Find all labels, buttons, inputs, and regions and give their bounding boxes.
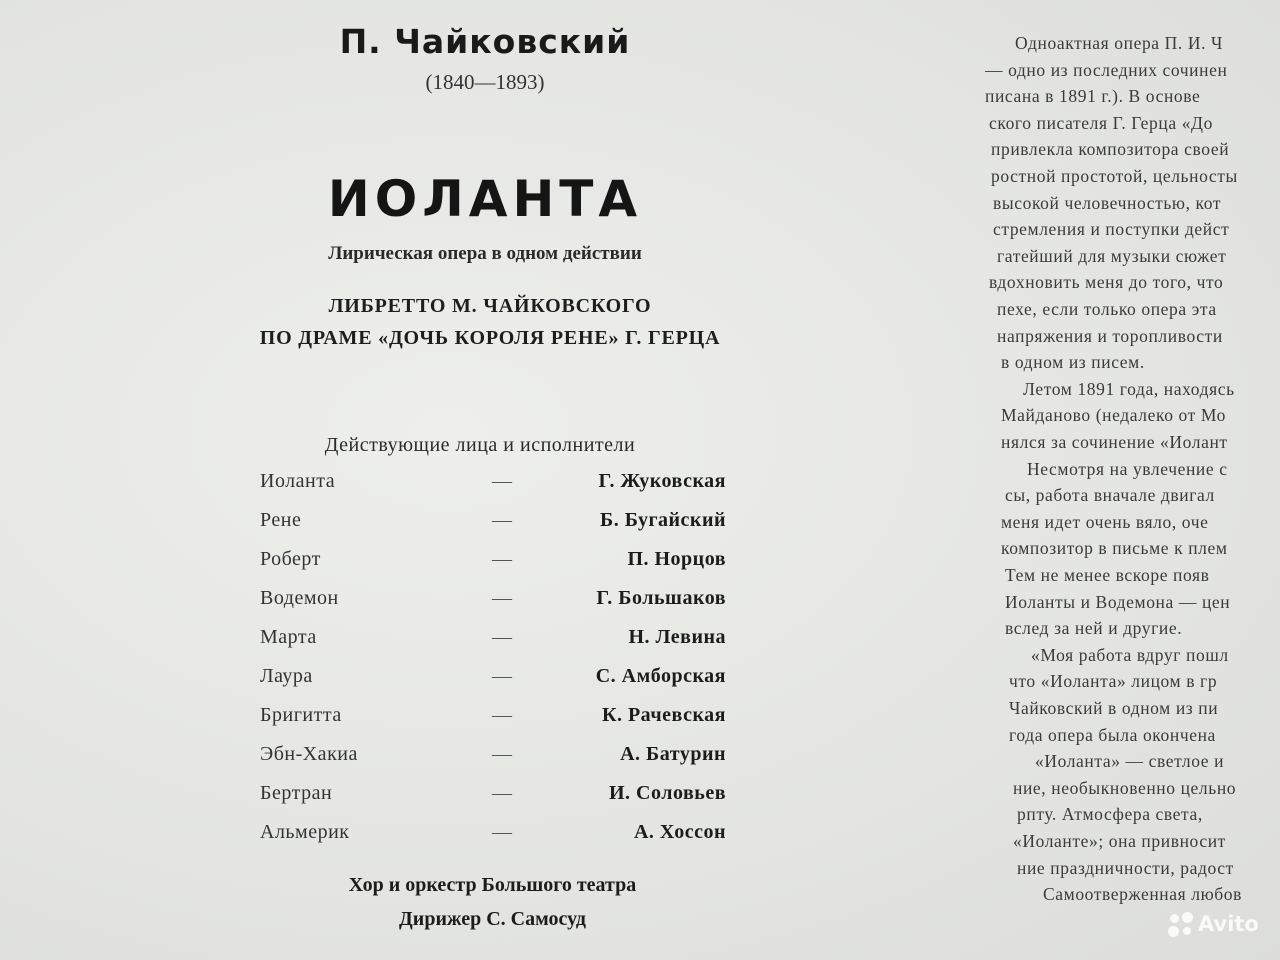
chorus-orchestra-credit: Хор и оркестр Большого театра xyxy=(348,874,637,896)
liner-notes-line: высокой человечностью, кот xyxy=(993,192,1222,213)
cast-row xyxy=(260,622,730,661)
performer-name: П. Норцов xyxy=(627,548,726,570)
liner-notes-line: в одном из писем. xyxy=(1001,352,1145,373)
liner-notes-line: композитор в письме к плем xyxy=(1001,538,1228,559)
dash: — xyxy=(492,470,512,492)
liner-notes-line: «Иоланта» — светлое и xyxy=(1035,751,1225,772)
libretto-line: ЛИБРЕТТО М. ЧАЙКОВСКОГО xyxy=(328,295,652,317)
performer-name: А. Батурин xyxy=(620,743,726,765)
avito-watermark xyxy=(1168,908,1280,942)
role-name: Роберт xyxy=(260,548,321,570)
performer-name: Б. Бугайский xyxy=(600,509,726,531)
liner-notes-line: Летом 1891 года, находясь xyxy=(1023,378,1235,399)
cast-row xyxy=(260,544,730,583)
opera-title: ИОЛАНТА xyxy=(327,170,643,228)
cast-row xyxy=(260,817,730,856)
dash: — xyxy=(492,626,512,648)
role-name: Иоланта xyxy=(260,470,336,492)
liner-notes-line: ростной простотой, цельносты xyxy=(991,166,1238,186)
role-name: Альмерик xyxy=(260,821,350,843)
liner-notes-line: вслед за ней и другие. xyxy=(1005,618,1183,639)
cast-list xyxy=(260,466,730,856)
dash: — xyxy=(492,821,512,843)
role-name: Эбн-Хакиа xyxy=(260,743,358,765)
liner-notes-line: меня идет очень вяло, оче xyxy=(1001,511,1209,532)
liner-notes-line: ского писателя Г. Герца «До xyxy=(989,112,1213,133)
watermark-text: Avito xyxy=(1198,912,1259,936)
liner-notes-line: ние, необыкновенно цельно xyxy=(1013,777,1237,798)
liner-notes-line: гатейший для музыки сюжет xyxy=(997,245,1227,266)
cast-heading: Действующие лица и исполнители xyxy=(324,434,636,456)
liner-notes-line: Тем не менее вскоре появ xyxy=(1005,565,1210,585)
role-name: Лаура xyxy=(260,665,313,687)
liner-notes-column xyxy=(985,33,1280,960)
liner-notes-line: Иоланты и Водемона — цен xyxy=(1005,591,1231,612)
liner-notes-line: вдохновить меня до того, что xyxy=(989,272,1224,293)
liner-notes-line: привлекла композитора своей xyxy=(991,139,1230,160)
cast-row xyxy=(260,700,730,739)
ensemble-credits xyxy=(0,868,985,936)
composer-name: П. Чайковский xyxy=(339,22,631,61)
liner-notes-line: ние праздничности, радост xyxy=(1017,857,1234,878)
performer-name: И. Соловьев xyxy=(608,782,726,804)
performer-name: Г. Жуковская xyxy=(598,470,726,492)
dash: — xyxy=(492,587,512,609)
dash: — xyxy=(492,782,512,804)
liner-notes-line: — одно из последних сочинен xyxy=(985,59,1228,80)
performer-name: К. Рачевская xyxy=(601,704,726,726)
composer-years: (1840—1893) xyxy=(425,70,545,94)
liner-notes-line: стремления и поступки дейст xyxy=(993,219,1230,240)
liner-notes-line: нялся за сочинение «Иолант xyxy=(1001,432,1228,452)
libretto-credit xyxy=(0,290,980,354)
cast-row xyxy=(260,466,730,505)
liner-notes-line: Несмотря на увлечение с xyxy=(1027,458,1228,479)
liner-notes-line: что «Иоланта» лицом в гр xyxy=(1009,671,1218,692)
liner-notes-line: «Моя работа вдруг пошл xyxy=(1031,644,1229,665)
liner-notes-line: года опера была окончена xyxy=(1009,724,1216,745)
performer-name: С. Амборская xyxy=(595,665,726,687)
performer-name: А. Хоссон xyxy=(633,821,726,843)
dash: — xyxy=(492,704,512,726)
liner-notes-line: рпту. Атмосфера света, xyxy=(1017,804,1203,825)
cast-row xyxy=(260,778,730,817)
conductor-credit: Дирижер С. Самосуд xyxy=(399,908,586,930)
role-name: Марта xyxy=(260,626,317,648)
cast-row xyxy=(260,505,730,544)
libretto-line: ПО ДРАМЕ «ДОЧЬ КОРОЛЯ РЕНЕ» Г. ГЕРЦА xyxy=(259,327,721,349)
liner-notes-line: Майданово (недалеко от Мо xyxy=(1001,405,1226,426)
liner-notes-line: сы, работа вначале двигал xyxy=(1005,485,1215,506)
liner-notes-line: Одноактная опера П. И. Ч xyxy=(1015,33,1223,53)
dash: — xyxy=(492,743,512,765)
liner-notes-line: Самоотверженная любов xyxy=(1043,884,1242,905)
performer-name: Г. Большаков xyxy=(596,587,726,609)
liner-notes-line: Чайковский в одном из пи xyxy=(1009,698,1219,718)
opera-subtitle: Лирическая опера в одном действии xyxy=(328,243,642,264)
performer-name: Н. Левина xyxy=(628,626,726,648)
avito-logo-icon xyxy=(1168,912,1194,938)
role-name: Бертран xyxy=(260,782,333,804)
liner-notes-line: пехе, если только опера эта xyxy=(997,299,1217,319)
liner-notes-line: напряжения и торопливости xyxy=(997,325,1223,346)
cast-row xyxy=(260,661,730,700)
liner-notes-line: писана в 1891 г.). В основе xyxy=(985,86,1201,107)
role-name: Рене xyxy=(260,509,302,531)
liner-notes-line: «Иоланте»; она привносит xyxy=(1013,831,1226,851)
role-name: Водемон xyxy=(260,587,339,609)
dash: — xyxy=(492,548,512,570)
cast-row xyxy=(260,739,730,778)
dash: — xyxy=(492,509,512,531)
cast-row xyxy=(260,583,730,622)
role-name: Бригитта xyxy=(260,704,342,726)
dash: — xyxy=(492,665,512,687)
